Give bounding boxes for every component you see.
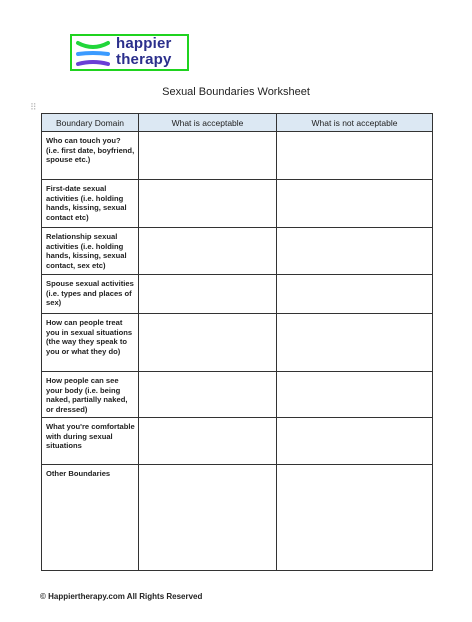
not-acceptable-cell[interactable] <box>277 418 433 465</box>
domain-cell <box>42 314 139 372</box>
table-row <box>42 132 433 180</box>
domain-label: How people can see your body (i.e. being naked, partially naked, or dressed) <box>46 376 128 414</box>
domain-cell <box>42 180 139 228</box>
table-row <box>42 228 433 275</box>
domain-label: What you're comfortable with during sexual situations <box>46 422 135 451</box>
boundaries-table <box>41 113 433 571</box>
happier-therapy-logo <box>70 34 189 71</box>
not-acceptable-cell[interactable] <box>277 314 433 372</box>
logo-waves-icon <box>75 39 115 69</box>
domain-label: First-date sexual activities (i.e. holding hands, kissing, sexual contact etc) <box>46 184 127 222</box>
page-title: Sexual Boundaries Worksheet <box>162 86 310 98</box>
table-header-row <box>42 114 433 132</box>
domain-cell <box>42 275 139 314</box>
table-row <box>42 418 433 465</box>
table-row <box>42 275 433 314</box>
domain-cell <box>42 372 139 418</box>
domain-label: Other Boundaries <box>46 469 111 478</box>
header-what-is-not-acceptable: What is not acceptable <box>277 114 433 132</box>
acceptable-cell[interactable] <box>139 180 277 228</box>
domain-label: Spouse sexual activities (i.e. types and places of sex) <box>46 279 134 308</box>
not-acceptable-cell[interactable] <box>277 372 433 418</box>
table-row <box>42 180 433 228</box>
logo-line-2: therapy <box>116 51 172 68</box>
acceptable-cell[interactable] <box>139 132 277 180</box>
table-row <box>42 314 433 372</box>
domain-label: Who can touch you? (i.e. first date, boyfriend, spouse etc.) <box>46 136 135 165</box>
acceptable-cell[interactable] <box>139 418 277 465</box>
copyright-footer: © Happiertherapy.com All Rights Reserved <box>40 592 203 601</box>
domain-cell <box>42 418 139 465</box>
table-row <box>42 465 433 571</box>
not-acceptable-cell[interactable] <box>277 228 433 275</box>
not-acceptable-cell[interactable] <box>277 275 433 314</box>
domain-cell <box>42 132 139 180</box>
acceptable-cell[interactable] <box>139 228 277 275</box>
logo-wordmark <box>116 36 172 68</box>
domain-label: Relationship sexual activities (i.e. holding hands, kissing, sexual contact, sex etc) <box>46 232 127 270</box>
not-acceptable-cell[interactable] <box>277 132 433 180</box>
acceptable-cell[interactable] <box>139 465 277 571</box>
header-what-is-acceptable: What is acceptable <box>139 114 277 132</box>
domain-cell <box>42 465 139 571</box>
header-boundary-domain: Boundary Domain <box>42 114 139 132</box>
acceptable-cell[interactable] <box>139 314 277 372</box>
table-row <box>42 372 433 418</box>
acceptable-cell[interactable] <box>139 372 277 418</box>
not-acceptable-cell[interactable] <box>277 465 433 571</box>
domain-label: How can people treat you in sexual situations (the way they speak to you or what they do) <box>46 318 133 356</box>
not-acceptable-cell[interactable] <box>277 180 433 228</box>
logo-line-1: happier <box>116 35 172 52</box>
domain-cell <box>42 228 139 275</box>
acceptable-cell[interactable] <box>139 275 277 314</box>
table-drag-handle-icon[interactable]: ⠿ <box>30 102 37 112</box>
